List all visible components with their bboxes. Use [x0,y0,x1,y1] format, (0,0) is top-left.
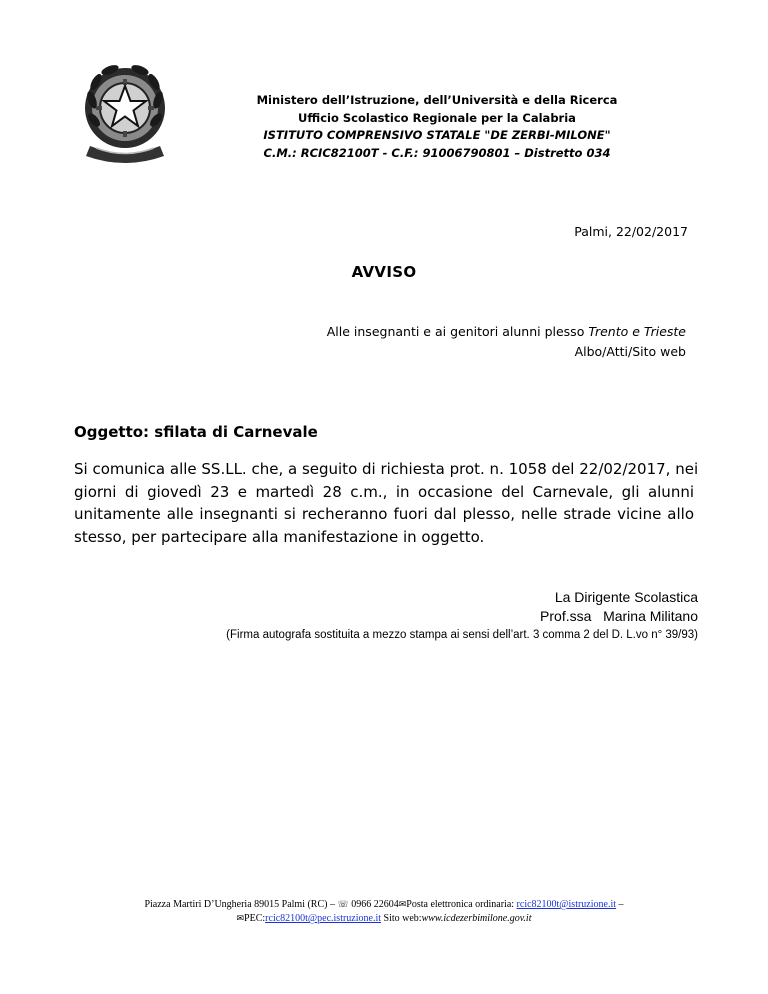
recipients-plesso: Trento e Trieste [588,324,686,339]
body-line: stesso, per partecipare alla manifestazione in oggetto. [74,527,485,546]
footer-email-label: Posta elettronica ordinaria: [406,899,517,910]
recipients-prefix: Alle insegnanti e ai genitori alunni plesso [326,324,589,339]
footer-address: Piazza Martiri D’Ungheria 89015 Palmi (RC) – [144,899,338,910]
signature-role: La Dirigente Scolastica [554,589,698,605]
footer-email-link[interactable]: rcic82100t@istruzione.it [516,899,617,910]
footer-line-1 [0,898,768,912]
regional-office: Ufficio Scolastico Regionale per la Calabria [298,110,576,125]
footer-pec-label: PEC: [244,913,266,924]
footer-dash: – [616,899,624,910]
subject-line: Oggetto: sfilata di Carnevale [74,423,318,441]
recipients-line-2: Albo/Atti/Sito web [574,344,686,359]
body-text [74,458,699,548]
document-title: AVVISO [351,263,417,281]
ministry-name: Ministero dell’Istruzione, dell’Università e della Ricerca [256,93,618,107]
recipients-line-1 [327,322,686,342]
telephone-icon: ☏ [337,900,349,910]
footer-line-2 [0,912,768,926]
signature-name: Prof.ssa Marina Militano [540,608,698,624]
footer [0,898,768,926]
signature-note: (Firma autografa sostituita a mezzo stampa ai sensi dell’art. 3 comma 2 del D. L.vo n° 39/93) [226,629,698,641]
footer-site-label: Sito web: [381,913,422,924]
document-date: Palmi, 22/02/2017 [574,224,688,239]
footer-phone: 0966 22604 [348,899,399,910]
letterhead [222,92,652,162]
envelope-icon: ✉ [236,914,245,924]
recipients [327,322,686,362]
signature-block [226,588,698,645]
envelope-icon: ✉ [398,900,407,910]
body-line: Si comunica alle SS.LL. che, a seguito di richiesta prot. n. 1058 del 22/02/2017, nei [74,460,699,478]
italian-republic-emblem-icon [80,60,170,168]
footer-site: www.icdezerbimilone.gov.it [421,913,532,924]
body-line: giorni di giovedì 23 e martedì 28 c.m., in occasione del Carnevale, gli alunni [74,482,694,501]
school-codes: C.M.: RCIC82100T - C.F.: 91006790801 – Distretto 034 [263,145,611,160]
school-name: ISTITUTO COMPRENSIVO STATALE "DE ZERBI-MILONE" [263,128,611,142]
body-line: unitamente alle insegnanti si recheranno fuori dal plesso, nelle strade vicine allo [74,505,694,523]
footer-pec-link[interactable]: rcic82100t@pec.istruzione.it [265,913,382,924]
